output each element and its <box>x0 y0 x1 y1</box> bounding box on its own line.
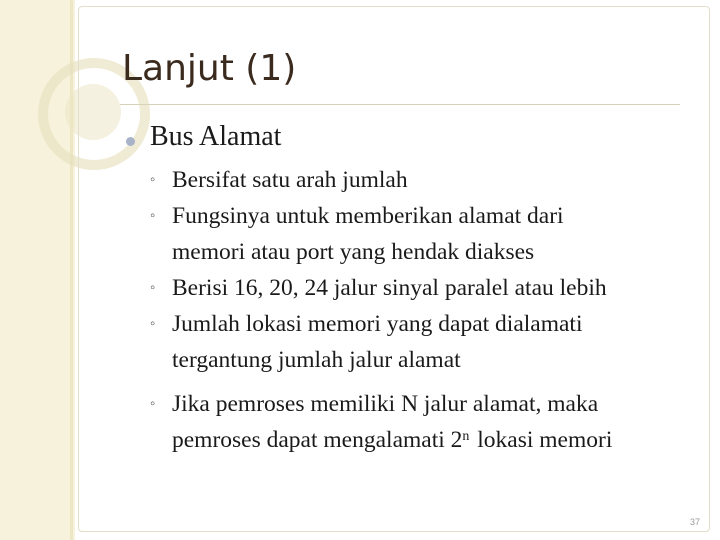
sub-item-line: Bersifat satu arah jumlah <box>172 167 408 193</box>
bullet-dot-icon <box>126 137 135 146</box>
sub-item-line: Fungsinya untuk memberikan alamat dari <box>172 203 564 229</box>
sub-bullet-icon: ◦ <box>150 396 156 412</box>
sub-bullet-icon: ◦ <box>150 280 156 296</box>
slide-title: Lanjut (1) <box>122 48 297 89</box>
sub-bullet-icon: ◦ <box>150 208 156 224</box>
sub-bullet-icon: ◦ <box>150 316 156 332</box>
sub-item-line: memori atau port yang hendak diakses <box>172 239 535 265</box>
title-divider <box>120 104 680 105</box>
sub-item-line: Jumlah lokasi memori yang dapat dialamati <box>172 311 583 337</box>
bullet-heading: Bus Alamat <box>150 121 282 152</box>
sub-bullet-icon: ◦ <box>150 172 156 188</box>
formula-suffix: lokasi memori <box>471 427 613 453</box>
sub-item-line-with-superscript <box>172 427 612 454</box>
formula-prefix: pemroses dapat mengalamati 2 <box>172 427 463 453</box>
formula-superscript: n <box>462 429 470 444</box>
slide-number: 37 <box>690 517 701 527</box>
sub-item-line: Jika pemroses memiliki N jalur alamat, maka <box>172 391 599 417</box>
sub-item-line: tergantung jumlah jalur alamat <box>172 347 461 373</box>
sub-item-line: Berisi 16, 20, 24 jalur sinyal paralel atau lebih <box>172 275 607 301</box>
